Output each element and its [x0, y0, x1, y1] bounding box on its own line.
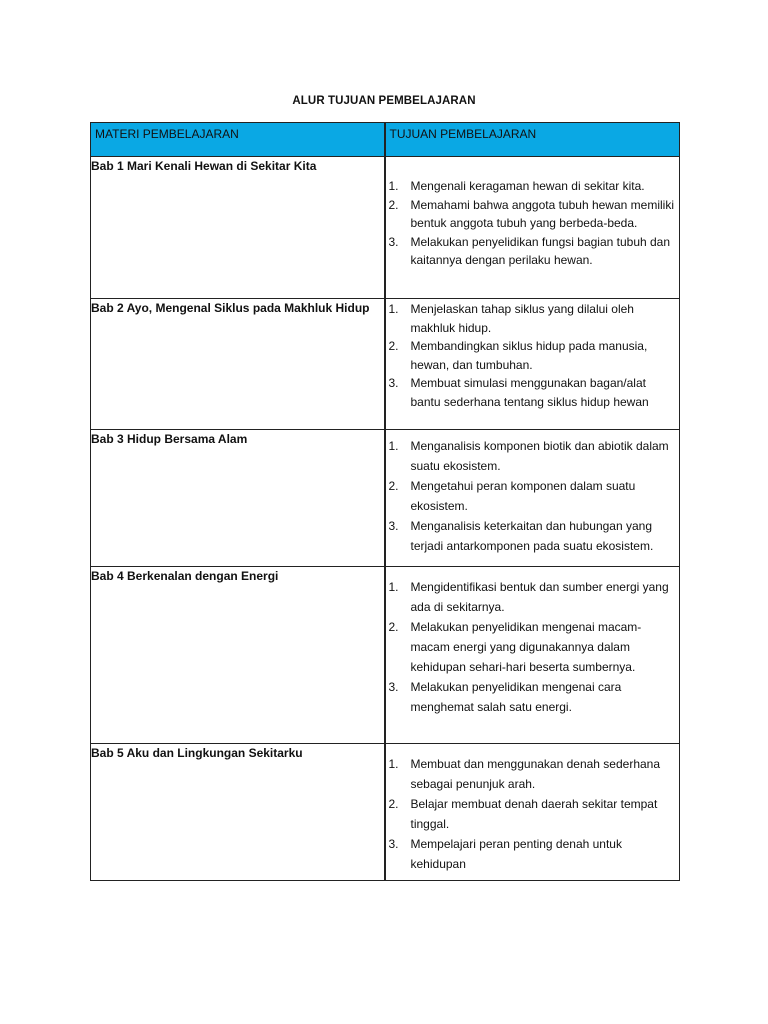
goal-text: Mempelajari peran penting denah untuk kehidupan — [410, 837, 622, 871]
goal-number: 3. — [388, 519, 399, 533]
header-tujuan: TUJUAN PEMBELAJARAN — [385, 123, 680, 157]
goals-cell — [385, 744, 680, 881]
goal-text: Mengidentifikasi bentuk dan sumber energi yang ada di sekitarnya. — [410, 580, 669, 614]
goal-text: Belajar membuat denah daerah sekitar tempat tinggal. — [410, 797, 658, 831]
goals-list — [386, 754, 680, 874]
goals-cell — [385, 567, 680, 744]
goal-item — [386, 436, 680, 476]
goal-item — [386, 337, 680, 374]
goal-text: Mengenali keragaman hewan di sekitar kita. — [410, 179, 645, 193]
goal-text: Melakukan penyelidikan fungsi bagian tubuh dan kaitannya dengan perilaku hewan. — [410, 234, 671, 267]
goal-number: 2. — [388, 797, 399, 811]
goal-text: Memahami bahwa anggota tubuh hewan memiliki bentuk anggota tubuh yang berbeda-beda. — [410, 197, 674, 230]
goals-list — [386, 577, 680, 717]
goal-item — [386, 677, 680, 717]
goal-number: 2. — [388, 197, 399, 212]
table-row — [91, 567, 680, 744]
goal-item — [386, 374, 680, 411]
goal-number: 3. — [388, 680, 399, 694]
goal-number: 2. — [388, 339, 399, 353]
goal-number: 1. — [388, 439, 399, 453]
goal-text: Melakukan penyelidikan mengenai macam-macam energi yang digunakannya dalam kehidupan sehari-hari beserta sumbernya. — [410, 620, 642, 674]
goal-text: Melakukan penyelidikan mengenai cara menghemat salah satu energi. — [410, 680, 622, 714]
goal-item — [386, 577, 680, 617]
goal-item — [386, 794, 680, 834]
goals-list — [386, 436, 680, 556]
goal-item — [386, 754, 680, 794]
table-row — [91, 744, 680, 881]
goal-item — [386, 233, 680, 270]
chapter-title: Bab 2 Ayo, Mengenal Siklus pada Makhluk Hidup — [91, 299, 385, 430]
header-materi: MATERI PEMBELAJARAN — [91, 123, 385, 157]
chapter-title: Bab 5 Aku dan Lingkungan Sekitarku — [91, 744, 385, 881]
goal-item — [386, 617, 680, 677]
goal-number: 1. — [388, 580, 399, 594]
learning-goals-table — [90, 122, 680, 881]
chapter-title: Bab 1 Mari Kenali Hewan di Sekitar Kita — [91, 157, 385, 299]
goals-cell — [385, 430, 680, 567]
page-title: ALUR TUJUAN PEMBELAJARAN — [292, 95, 476, 107]
goal-item — [386, 196, 680, 233]
goal-number: 3. — [388, 376, 399, 390]
goal-text: Menjelaskan tahap siklus yang dilalui oleh makhluk hidup. — [410, 302, 634, 335]
chapter-title: Bab 3 Hidup Bersama Alam — [91, 430, 385, 567]
goal-item — [386, 834, 680, 874]
goal-text: Mengetahui peran komponen dalam suatu ekosistem. — [410, 479, 636, 513]
table-header-row — [91, 123, 680, 157]
goal-number: 3. — [388, 234, 399, 249]
table-row — [91, 299, 680, 430]
chapter-title: Bab 4 Berkenalan dengan Energi — [91, 567, 385, 744]
table-row — [91, 430, 680, 567]
goal-text: Membuat dan menggunakan denah sederhana sebagai penunjuk arah. — [410, 757, 661, 791]
goal-text: Membandingkan siklus hidup pada manusia, hewan, dan tumbuhan. — [410, 339, 648, 372]
goal-text: Menganalisis komponen biotik dan abiotik dalam suatu ekosistem. — [410, 439, 669, 473]
goal-number: 1. — [388, 179, 399, 193]
goal-item — [386, 476, 680, 516]
goal-number: 1. — [388, 302, 399, 316]
goal-item — [386, 300, 680, 337]
table-row — [91, 157, 680, 299]
goal-number: 2. — [388, 620, 399, 634]
goals-cell — [385, 157, 680, 299]
goal-item — [386, 516, 680, 556]
goal-number: 2. — [388, 479, 399, 493]
goal-text: Menganalisis keterkaitan dan hubungan yang terjadi antarkomponen pada suatu ekosistem. — [410, 519, 654, 553]
goal-number: 1. — [388, 757, 399, 771]
goal-item — [386, 177, 680, 196]
goals-cell — [385, 299, 680, 430]
goals-list — [386, 300, 680, 411]
goals-list — [386, 177, 680, 270]
goal-number: 3. — [388, 837, 399, 851]
goal-text: Membuat simulasi menggunakan bagan/alat bantu sederhana tentang siklus hidup hewan — [410, 376, 649, 409]
